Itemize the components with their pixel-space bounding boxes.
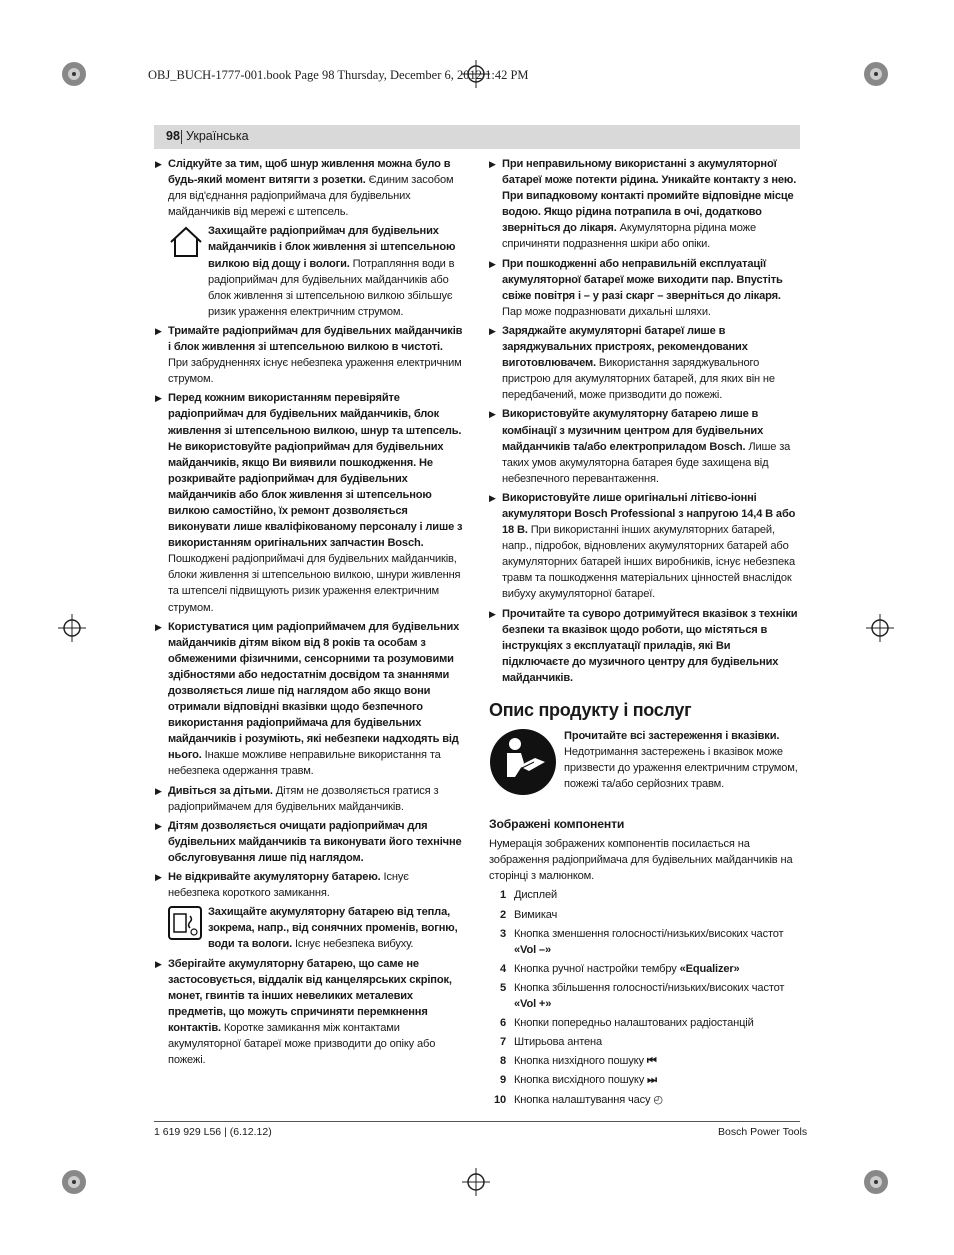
footer-divider	[154, 1121, 800, 1122]
crosshair-mark-bottom-center	[462, 1168, 490, 1196]
crosshair-mark-right-middle	[866, 614, 894, 642]
bullet-arrow-icon: ▶	[489, 159, 496, 169]
footer-doc-number: 1 619 929 L56 | (6.12.12)	[154, 1126, 272, 1138]
bullet-arrow-icon: ▶	[155, 621, 162, 632]
component-item: 1 Дисплей	[499, 889, 558, 902]
battery-heat-icon	[168, 906, 204, 940]
safety-item: ▶ Зберігайте акумуляторну батарею, що саме не застосовується, віддалік від канцелярських скріпок, монет, гвинтів та інших невеликих металевих предметів, що можуть спричиняти перемкнення контактів. Коротке замикання між контактами акумуляторної батареї може призводити до опіку або пожежі.	[155, 957, 452, 1067]
bullet-arrow-icon: ▶	[155, 958, 162, 969]
registration-mark-top-right	[862, 60, 890, 88]
safety-item: ▶ При неправильному використанні з акумуляторної батареї може потекти рідина. Уникайте контакту з нею. При випадковому контакті промийте відповідне місце водою. Якщо рідина потрапила в очі, додатково зверніться до лікаря. Акумуляторна рідина може спричиняти подразнення шкіри або опіки.	[489, 158, 797, 251]
page-number: 98	[166, 129, 180, 143]
footer-brand: Bosch Power Tools	[718, 1126, 808, 1138]
safety-item: ▶ Прочитайте та суворо дотримуйтеся вказівок з техніки безпеки та вказівок щодо роботи, що містяться в інструкціях з експлуатації приладів, які Ви підключаєте до музичного центру для будівельних майданчиків.	[489, 607, 798, 684]
component-item: 7 Штирьова антена	[499, 1036, 603, 1049]
component-item: 5 Кнопка збільшення голосності/низьких/високих частот «Vol +»	[499, 981, 785, 1011]
safety-item: ▶ Заряджайте акумуляторні батареї лише в заряджувальних пристроях, рекомендованих виготовлювачем. Використання заряджувального пристрою для акумуляторних батарей, для яких він не передбачений, може призводити до пожежі.	[489, 324, 775, 402]
component-item: 8 Кнопка низхідного пошуку ⏮	[499, 1055, 657, 1068]
registration-mark-top-left	[60, 60, 88, 88]
left-column	[155, 156, 463, 1071]
registration-mark-bottom-right	[862, 1168, 890, 1196]
clock-icon: ◴	[653, 1093, 663, 1106]
bullet-arrow-icon: ▶	[489, 492, 496, 503]
crosshair-mark-left-middle	[58, 614, 86, 642]
crosshair-mark-top-center	[462, 60, 490, 88]
bullet-arrow-icon: ▶	[489, 258, 496, 269]
print-info: OBJ_BUCH-1777-001.book Page 98 Thursday, December 6, 2012 1:42 PM	[148, 68, 529, 82]
house-rain-icon	[168, 225, 204, 259]
safety-item: ▶ Слідкуйте за тим, щоб шнур живлення можна було в будь-який момент витягти з розетки. Єдиним засобом для від'єднання радіоприймача для будівельних майданчиків від мережі є штепсель.	[155, 158, 454, 219]
component-item: 3 Кнопка зменшення голосності/низьких/високих частот «Vol –»	[499, 927, 784, 956]
component-item: 4 Кнопка ручної настройки тембру «Equalizer»	[499, 962, 740, 975]
read-manual-icon	[489, 728, 557, 796]
bullet-arrow-icon: ▶	[489, 409, 496, 420]
page-header-band	[154, 125, 800, 149]
right-column	[489, 156, 800, 1111]
bullet-arrow-icon: ▶	[155, 872, 162, 883]
safety-item: ▶ Дітям дозволяється очищати радіоприймач для будівельних майданчиків та виконувати його технічне обслуговування лише під наглядом.	[155, 819, 462, 864]
bullet-arrow-icon: ▶	[155, 820, 162, 831]
seek-up-icon: ⏭	[647, 1074, 657, 1087]
page-language: Українська	[186, 129, 249, 143]
component-item: 2 Вимикач	[499, 908, 558, 921]
bullet-arrow-icon: ▶	[489, 608, 496, 619]
safety-item: ▶ Не відкривайте акумуляторну батарею. Існує небезпека короткого замикання.	[155, 871, 409, 900]
safety-item: ▶ Дивіться за дітьми. Дітям не дозволяється гратися з радіоприймачем для будівельних майданчиків.	[155, 784, 439, 813]
header-separator	[181, 130, 182, 144]
component-item: 10 Кнопка налаштування часу ◴	[493, 1093, 663, 1106]
bullet-arrow-icon: ▶	[155, 159, 162, 169]
components-title: Зображені компоненти	[489, 817, 625, 832]
safety-item: ▶ При пошкодженні або неправильній експлуатації акумуляторної батареї може виходити пар. Впустіть свіже повітря і – у разі скарг – зверніться до лікаря. Пар може подразнювати дихальні шляхи.	[489, 257, 783, 318]
read-instructions-notice: Прочитайте всі застереження і вказівки. Недотримання застережень і вказівок може призвести до ураження електричним струмом, пожежі та/або серйозних травм.	[489, 728, 800, 800]
safety-item: ▶ Користуватися цим радіоприймачем для будівельних майданчиків дітям віком від 8 років та особам з обмеженими фізичними, сенсорними та розумовими здібностями або недостатнім досвідом та знаннями дозволяється лише під наглядом або якщо вони отримали відповідні вказівки щодо безпечного використання радіоприймача для будівельних майданчиків і розуміють, які небезпеки надходять від нього. Інакше можливе неправильне використання та небезпека одержання травм.	[155, 620, 460, 778]
seek-down-icon: ⏮	[646, 1055, 657, 1068]
section-title: Опис продукту і послуг	[489, 700, 692, 720]
components-intro: Нумерація зображених компонентів посилається на зображення радіоприймача для будівельних майданчиків на сторінці з малюнком.	[489, 838, 793, 883]
bullet-arrow-icon: ▶	[155, 393, 162, 404]
safety-item: ▶ Перед кожним використанням перевіряйте радіоприймач для будівельних майданчиків, блок живлення зі штепсельною вилкою, шнур та штепсель. Не використовуйте радіоприймач для будівельних майданчиків, якщо Ви виявили пошкодження. Не розкривайте радіоприймач для будівельних майданчиків або блок живлення зі штепсельною вилкою самостійно, їх ремонт дозволяється виконувати лише кваліфікованому персоналу і лише з використанням оригінальних запчастин Bosch. Пошкоджені радіоприймачі для будівельних майданчиків, блоки живлення зі штепсельною вилкою, шнури живлення та штепселі підвищують ризик ураження електричним струмом.	[155, 392, 463, 614]
component-item: 9 Кнопка висхідного пошуку ⏭	[499, 1074, 657, 1087]
safety-item: ▶ Тримайте радіоприймач для будівельних майданчиків і блок живлення зі штепсельною вилкою в чистоті. При забрудненнях існує небезпека ураження електричним струмом.	[155, 324, 463, 386]
bullet-arrow-icon: ▶	[489, 325, 496, 336]
bullet-arrow-icon: ▶	[155, 785, 162, 796]
safety-item: ▶ Використовуйте акумуляторну батарею лише в комбінації з музичним центром для будівельних майданчиків та/або електроприладом Bosch. Лише за таких умов акумуляторна батарея буде захищена від небезпечного перевантаження.	[489, 408, 791, 485]
safety-warning-heat: Захищайте акумуляторну батарею від тепла, зокрема, напр., від сонячних променів, вогню, води та вологи. Існує небезпека вибуху.	[155, 904, 463, 952]
component-item: 6 Кнопки попередньо налаштованих радіостанцій	[499, 1017, 754, 1030]
safety-warning-rain: Захищайте радіоприймач для будівельних майданчиків і блок живлення зі штепсельною вилкою від дощу і вологи. Потрапляння води в радіоприймач для будівельних майданчиків або блок живлення зі штепсельною вилкою збільшує ризик ураження електричним струмом.	[155, 223, 463, 320]
safety-item: ▶ Використовуйте лише оригінальні літієво-іонні акумулятори Bosch Professional з напругою 14,4 В або 18 В. При використанні інших акумуляторних батарей, напр., підробок, відновлених акумуляторних батарей або акумуляторних батарей інших виробників, існує небезпека травм та пошкодження матеріальних цінностей внаслідок вибуху акумуляторної батареї.	[489, 491, 796, 601]
bullet-arrow-icon: ▶	[155, 325, 162, 336]
registration-mark-bottom-left	[60, 1168, 88, 1196]
